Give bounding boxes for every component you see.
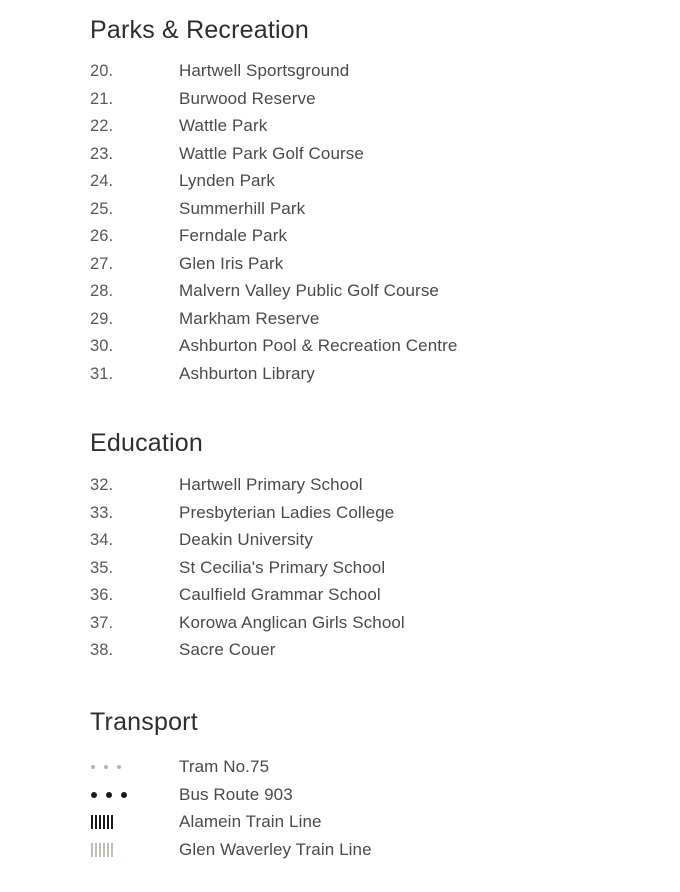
entry-number: 36. (90, 586, 114, 604)
entry-list-transport (90, 754, 640, 864)
dotted-line-dark-icon (90, 788, 179, 802)
list-item (90, 254, 640, 282)
entry-label: Glen Iris Park (179, 253, 284, 273)
entry-label: Korowa Anglican Girls School (179, 612, 405, 632)
entry-number: 23. (90, 144, 114, 163)
entry-number: 37. (90, 613, 114, 632)
list-item (90, 809, 640, 837)
list-item (90, 144, 640, 172)
entry-number: 24. (90, 172, 114, 190)
entry-number: 25. (90, 199, 114, 218)
list-item (90, 475, 640, 503)
entry-label: Wattle Park (179, 116, 268, 135)
list-item (90, 503, 640, 531)
list-item (90, 199, 640, 227)
entry-label: Alamein Train Line (179, 812, 322, 832)
entry-label: Glen Waverley Train Line (179, 839, 372, 859)
list-item (90, 61, 640, 89)
list-item (90, 836, 640, 864)
list-item (90, 781, 640, 809)
entry-label: Deakin University (179, 530, 313, 549)
list-item (90, 585, 640, 613)
entry-label: Presbyterian Ladies College (179, 502, 395, 522)
list-item (90, 116, 640, 144)
list-item (90, 89, 640, 117)
entry-label: Malvern Valley Public Golf Course (179, 281, 439, 300)
entry-label: Markham Reserve (179, 308, 320, 328)
entry-list-parks (90, 61, 640, 391)
entry-number: 33. (90, 503, 114, 522)
section-title-education: Education (90, 429, 203, 457)
dotted-line-light-icon (90, 760, 179, 774)
entry-number: 28. (90, 282, 114, 300)
list-item (90, 754, 640, 782)
hatched-line-light-icon (90, 843, 179, 857)
entry-label: Lynden Park (179, 171, 275, 190)
entry-label: Summerhill Park (179, 198, 306, 218)
entry-label: Wattle Park Golf Course (179, 143, 364, 163)
section-title-parks: Parks & Recreation (90, 16, 309, 44)
list-item (90, 226, 640, 254)
list-item (90, 530, 640, 558)
entry-number: 34. (90, 531, 114, 549)
entry-label: Ashburton Library (179, 363, 315, 383)
entry-label: Caulfield Grammar School (179, 585, 381, 604)
entry-label: Ferndale Park (179, 226, 288, 245)
entry-label: St Cecilia's Primary School (179, 557, 386, 577)
entry-number: 26. (90, 227, 114, 245)
entry-number: 20. (90, 62, 114, 80)
section-transport (90, 668, 640, 864)
entry-label: Tram No.75 (179, 757, 270, 777)
entry-number: 27. (90, 254, 114, 273)
entry-number: 21. (90, 89, 114, 108)
entry-label: Hartwell Sportsground (179, 61, 350, 80)
section-parks-recreation (90, 0, 640, 391)
list-item (90, 309, 640, 337)
entry-number: 30. (90, 337, 114, 355)
list-item (90, 558, 640, 586)
list-item (90, 364, 640, 392)
list-item (90, 336, 640, 364)
list-item (90, 171, 640, 199)
section-title-transport: Transport (90, 707, 198, 736)
section-education (90, 391, 640, 668)
list-item (90, 613, 640, 641)
entry-number: 29. (90, 309, 114, 328)
entry-number: 31. (90, 364, 114, 383)
entry-label: Burwood Reserve (179, 88, 316, 108)
entry-label: Bus Route 903 (179, 784, 293, 804)
entry-number: 38. (90, 641, 114, 659)
list-item (90, 281, 640, 309)
entry-number: 32. (90, 476, 114, 494)
entry-label: Ashburton Pool & Recreation Centre (179, 336, 458, 355)
entry-number: 22. (90, 117, 114, 135)
list-item (90, 640, 640, 668)
entry-label: Sacre Couer (179, 640, 276, 659)
entry-label: Hartwell Primary School (179, 475, 363, 494)
hatched-line-dark-icon (90, 815, 179, 829)
entry-list-education (90, 475, 640, 668)
entry-number: 35. (90, 558, 114, 577)
